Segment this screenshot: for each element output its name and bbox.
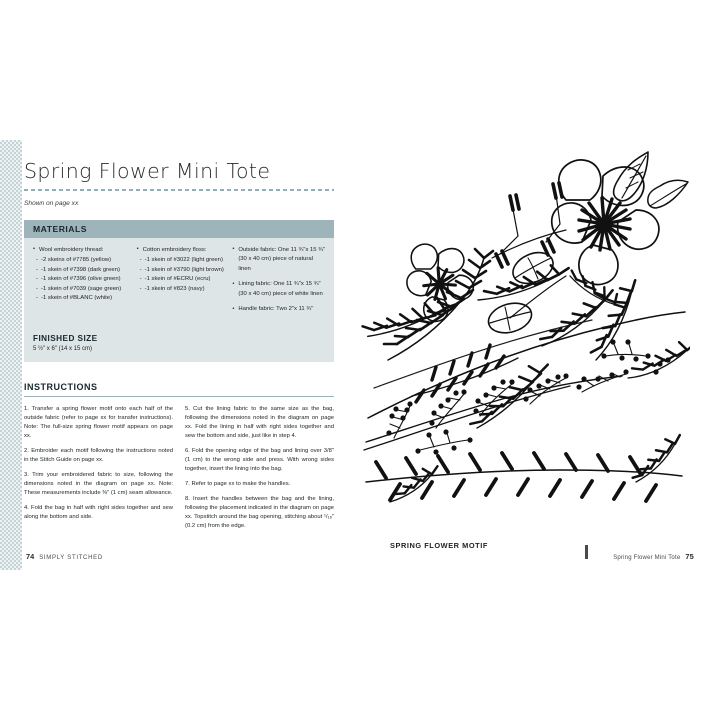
page-number-right: 75 (685, 552, 694, 561)
page-number-left: 74 (26, 552, 35, 561)
finished-size-panel (24, 326, 334, 362)
list-item: - -1 skein of #7396 (olive green) (33, 275, 137, 285)
list-item: - -1 skein of #823 (navy) (137, 285, 233, 295)
instruction-step: 7. Refer to page xx to make the handles. (185, 481, 291, 488)
book-title-footer: SIMPLY STITCHED (39, 555, 103, 561)
list-item: - -1 skein of #7398 (dark green) (33, 266, 137, 276)
instructions-heading: INSTRUCTIONS (24, 381, 98, 392)
instruction-step: 3. Trim your embroidered fabric to size, following the dimensions noted in the diagram on page xx. Note: These measurements include ⅜" (1 cm) seam allowance. (24, 472, 173, 497)
footer-left (26, 552, 103, 561)
footer-right (613, 552, 694, 561)
instruction-step: 4. Fold the bag in half with right sides together and sew along the bottom and side. (24, 505, 173, 521)
materials-column-floss (137, 246, 233, 316)
chapter-title-footer: Spring Flower Mini Tote (613, 555, 681, 561)
materials-heading: MATERIALS (24, 220, 334, 238)
list-item: • Outside fabric: One 11 ¾"x 15 ¾" (30 x 40 cm) piece of natural linen (232, 246, 326, 275)
instructions-section (24, 382, 334, 538)
page-spine-mark (585, 545, 588, 559)
list-item: - -1 skein of #ECRU (ecru) (137, 275, 233, 285)
list-item: - -1 skein of #7039 (sage green) (33, 285, 137, 295)
list-item: • Lining fabric: One 11 ¾"x 15 ¾" (30 x 40 cm) piece of white linen (232, 280, 326, 299)
list-item: • Handle fabric: Two 2"x 11 ¾" (232, 305, 326, 315)
materials-column-fabric (232, 246, 326, 316)
list-item: - -1 skein of #BLANC (white) (33, 294, 137, 304)
list-item: - -2 skeins of #7785 (yellow) (33, 256, 137, 266)
materials-columns (24, 238, 334, 326)
gingham-decorative-strip (0, 140, 22, 570)
instruction-step: 5. Cut the lining fabric to the same size as the bag, following the dimensions noted in the diagram on page xx. Fold the lining in half with right sides together and sew the bottom and side, just like in step 4. (185, 405, 334, 440)
shown-on-page-note: Shown on page xx (24, 199, 79, 207)
instructions-rule (24, 396, 334, 397)
instruction-step: 2. Embroider each motif following the instructions noted in the Stitch Guide on page xx. (24, 448, 173, 464)
instructions-column-right (185, 405, 334, 538)
finished-size-heading: FINISHED SIZE (33, 333, 98, 343)
materials-panel (24, 220, 334, 362)
left-page-content (24, 160, 334, 537)
motif-caption: SPRING FLOWER MOTIF (390, 541, 488, 550)
instruction-step: 8. Insert the handles between the bag and the lining, following the placement indicated in the diagram on page xx. Topstitch around the bag opening, stitching about ¹/₁₆" (0.2 cm) from the edge. (185, 496, 334, 530)
spring-flower-motif-svg (360, 150, 690, 530)
materials-column-wool (33, 246, 137, 316)
list-item: • Wool embroidery thread: (33, 246, 137, 256)
list-item: - -1 skein of #3790 (light brown) (137, 266, 233, 276)
instructions-column-left (24, 405, 173, 538)
instruction-step: 1. Transfer a spring flower motif onto each half of the outside fabric (refer to page xx for transfer instructions). Note: The full-size spring flower motif appears on page xx. (24, 405, 173, 440)
finished-size-value: 5 ½" x 6" (14 x 15 cm) (33, 345, 92, 352)
title-dotted-rule (24, 189, 334, 191)
list-item: • Cotton embroidery floss: (137, 246, 233, 256)
list-item: - -1 skein of #3022 (light green) (137, 256, 233, 266)
motif-illustration (360, 150, 690, 530)
instruction-step: 6. Fold the opening edge of the bag and lining over 3/8" (1 cm) to the wrong side and press. With wrong sides together, insert the lining into the bag. (185, 448, 334, 473)
page-title: Spring Flower Mini Tote (24, 159, 271, 183)
